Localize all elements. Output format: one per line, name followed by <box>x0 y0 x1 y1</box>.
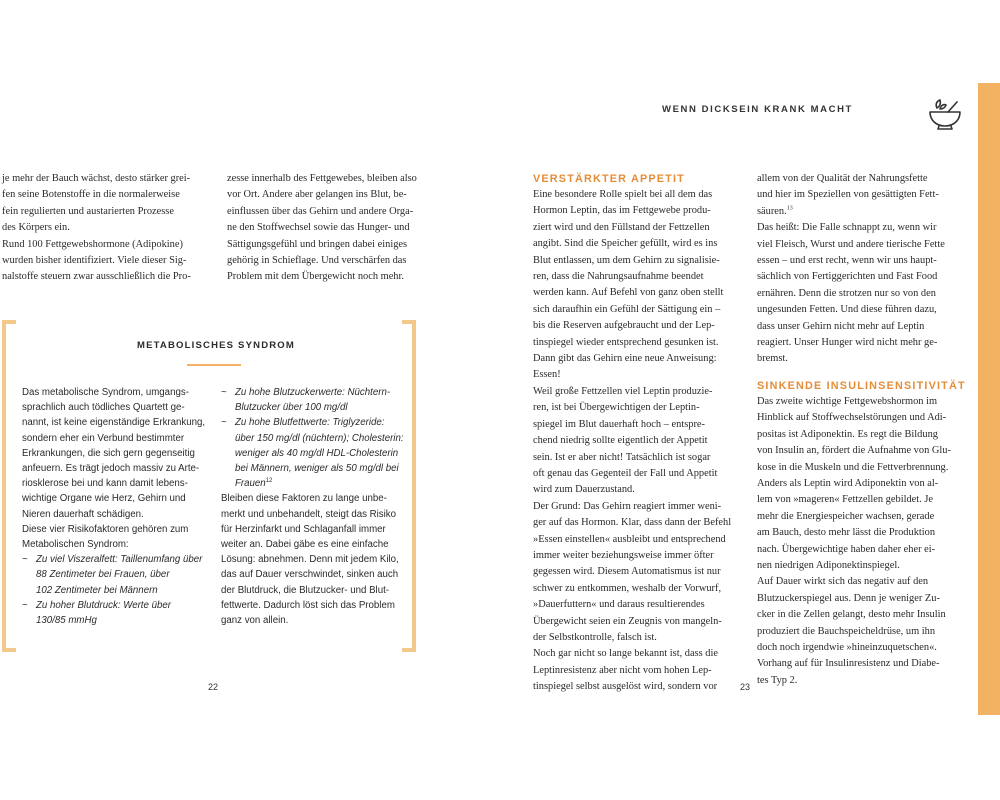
text-line: fein regulierten und austarierten Prozesse <box>2 205 174 217</box>
box-bullet-item <box>22 598 212 628</box>
section-heading-insulin: SINKENDE INSULINSENSITIVITÄT <box>757 379 966 392</box>
text-line: sprachlich auch tödliches Quartett ge- <box>22 402 185 414</box>
box-bullet-item <box>221 415 411 491</box>
text-line: Nieren dauerhaft schädigen. <box>22 508 144 520</box>
text-line: am Bauch, desto mehr lässt die Produktion <box>757 527 936 539</box>
text-line: Bleiben diese Faktoren zu lange unbe- <box>221 493 387 505</box>
bullet-line: Zu viel Viszeralfett: Taillenumfang über <box>36 554 203 566</box>
text-line: mehr die Energiespeicher wachsen, gerade <box>757 510 935 522</box>
text-line: der Blutdruck, die Blutzucker- und Blut- <box>221 584 389 596</box>
text-line: produziert die Bauchspeicheldrüse, um ihn <box>757 625 936 637</box>
left-page-column-2 <box>227 171 442 286</box>
running-header: WENN DICKSEIN KRANK MACHT <box>662 104 853 115</box>
bullet-line: Frauen <box>235 478 266 490</box>
text-line: nalstoffe steuern zwar ausschließlich die Pro- <box>2 271 191 283</box>
tilde-bullet-icon: ~ <box>22 599 28 611</box>
footnote-ref: 12 <box>265 477 273 484</box>
page-number-left: 22 <box>208 682 219 692</box>
text-line: Rund 100 Fettgewebshormone (Adipokine) <box>2 238 183 250</box>
text-line: ziert wird und den Füllstand der Fettzellen <box>533 221 710 233</box>
text-line: Sättigungsgefühl und bringen dabei einiges <box>227 238 408 250</box>
left-page-column-1 <box>2 171 202 286</box>
text-line: schwer zu entkommen, weshalb der Vorwurf, <box>533 582 722 594</box>
text-line: Das heißt: Die Falle schnappt zu, wenn wir <box>757 222 937 234</box>
text-line: Vorhang auf für Insulinresistenz und Diabe- <box>757 658 940 670</box>
text-line: wichtige Organe wie Herz, Gehirn und <box>22 493 186 505</box>
text-line: Eine besondere Rolle spielt bei all dem das <box>533 189 713 200</box>
text-line: riosklerose bei und kann damit lebens- <box>22 478 188 490</box>
bullet-line: Zu hohe Blutzuckerwerte: Nüchtern- <box>235 387 391 398</box>
text-line: tes Typ 2. <box>757 674 798 686</box>
text-line: Blutzuckerspiegel aus. Denn je weniger Zu- <box>757 592 940 604</box>
text-line: essen – und erst recht, wenn wir uns haupt- <box>757 255 937 267</box>
text-line: oft genau das Gegenteil der Fall und Appetit <box>533 467 718 479</box>
text-line: sich daraufhin ein Gefühl der Sättigung ein – <box>533 303 721 315</box>
text-line: sächlich von Fertiggerichten und Fast Food <box>757 271 938 283</box>
text-line: Blut entlassen, um dem Gehirn zu signalisie- <box>533 254 720 266</box>
text-line: fettwerte. Dadurch löst sich das Problem <box>221 599 395 611</box>
text-line: werden kann. Auf Befehl von ganz oben stellt <box>533 287 724 299</box>
text-line: einflussen über das Gehirn und andere Orga- <box>227 205 414 217</box>
text-line: weiter an. Dabei gäbe es eine einfache <box>221 539 389 551</box>
text-line: Das zweite wichtige Fettgewebshormon im <box>757 395 938 407</box>
text-line: merkt und unbehandelt, steigt das Risiko <box>221 508 397 520</box>
text-line: zesse innerhalb des Fettgewebes, bleiben also <box>227 173 417 184</box>
bullet-line: Zu hoher Blutdruck: Werte über <box>36 599 171 611</box>
text-line: sein. Ist er aber nicht! Tatsächlich ist sogar <box>533 451 711 463</box>
box-column-1 <box>22 385 212 628</box>
bullet-line: Blutzucker über 100 mg/dl <box>235 402 348 414</box>
bullet-line: bei Männern, weniger als 50 mg/dl bei <box>235 463 399 475</box>
text-line: doch noch irgendwie »hineinzuquetschen«. <box>757 641 937 653</box>
tilde-bullet-icon: ~ <box>221 417 227 429</box>
text-line: positas ist Adiponektin. Es regt die Bildung <box>757 428 938 440</box>
text-line: nen niedrigen Adiponektinspiegel. <box>757 559 900 571</box>
text-line: Essen! <box>533 369 561 381</box>
text-line: Leptinresistenz aber nicht vom hohen Lep- <box>533 664 712 676</box>
text-line: gegessen wird. Diesem Automatismus ist nur <box>533 566 721 578</box>
text-line: anfeuern. Es trägt jedoch massiv zu Arte- <box>22 463 200 475</box>
bullet-line: 130/85 mmHg <box>36 615 97 627</box>
text-line: immer weiter beziehungsweise immer öfter <box>533 549 714 561</box>
text-line: tinspiegel selbst ausgelöst wird, sondern vor <box>533 681 718 693</box>
text-line: ren, ist bei Übergewichtigen der Leptin- <box>533 402 700 414</box>
text-line: fen seine Botenstoffe in die normalerweise <box>2 189 180 201</box>
text-line: der Selbstkontrolle, falsch ist. <box>533 631 657 643</box>
tilde-bullet-icon: ~ <box>22 554 28 566</box>
tilde-bullet-icon: ~ <box>221 387 227 398</box>
box-column-2 <box>221 385 411 628</box>
text-line: viel Fleisch, Wurst und andere tierische Fette <box>757 238 945 250</box>
text-line: bis die Reserven aufgebraucht und der Lep- <box>533 320 715 332</box>
text-line: sondern eher ein Verbund bestimmter <box>22 432 185 444</box>
text-line: tinspiegel wieder entsprechend gesunken ist. <box>533 336 719 348</box>
text-line: »Essen einstellen« ausbleibt und entsprechend <box>533 533 726 545</box>
bullet-line: weniger als 40 mg/dl HDL-Cholesterin <box>235 447 399 459</box>
text-line: von Insulin an, fördert die Aufnahme von Glu- <box>757 445 951 457</box>
box-title: METABOLISCHES SYNDROM <box>136 340 296 351</box>
text-line: ernähren. Denn die strotzen nur so von den <box>757 287 936 299</box>
text-line: Hormon Leptin, das im Fettgewebe produ- <box>533 205 711 217</box>
text-line: Hinblick auf Stoffwechselstörungen und Adi- <box>757 412 947 424</box>
box-bullet-item <box>22 552 212 598</box>
text-line: Erkrankungen, die sich gern gegenseitig <box>22 447 195 459</box>
text-line: Anders als Leptin wird Adiponektin von al- <box>757 477 939 489</box>
bullet-line: über 150 mg/dl (nüchtern); Cholesterin: <box>235 432 404 444</box>
section-heading-appetit: VERSTÄRKTER APPETIT <box>533 173 685 185</box>
text-line: ganz von allein. <box>221 615 289 627</box>
text-line: Das metabolische Syndrom, umgangs- <box>22 387 189 398</box>
text-line: reagiert. Unser Hunger wird nicht mehr ge- <box>757 337 938 349</box>
text-line: ne den Stoffwechsel sowie das Hunger- und <box>227 222 410 234</box>
text-line: chend niedrig sollte eigentlich der Appetit <box>533 435 708 447</box>
page-number-right: 23 <box>740 682 751 692</box>
text-line: Der Grund: Das Gehirn reagiert immer weni- <box>533 500 722 512</box>
footnote-ref: 13 <box>786 205 793 212</box>
box-bullet-item <box>221 385 411 415</box>
text-line: Diese vier Risikofaktoren gehören zum <box>22 523 189 535</box>
text-line: Weil große Fettzellen viel Leptin produzie- <box>533 385 713 397</box>
text-line: je mehr der Bauch wächst, desto stärker grei- <box>2 173 191 184</box>
right-page-column-1 <box>533 171 743 696</box>
text-line: Lösung: abnehmen. Denn mit jedem Kilo, <box>221 554 399 566</box>
text-line: gehörig in Schieflage. Und verschärfen das <box>227 255 407 267</box>
text-line: für Herzinfarkt und Schlaganfall immer <box>221 523 386 535</box>
text-line: und hier im Speziellen von gesättigten Fett- <box>757 189 939 201</box>
text-line: Problem mit dem Übergewicht noch mehr. <box>227 271 404 283</box>
text-line: kose in die Muskeln und die Fettverbrennung. <box>757 461 949 473</box>
text-line: angibt. Sind die Speicher gefüllt, wird es ins <box>533 238 718 250</box>
text-line: ger auf das Hormon. Klar, dass dann der Befehl <box>533 517 732 529</box>
text-line: cker in die Zellen gelangt, desto mehr Insulin <box>757 609 946 621</box>
text-line: Übergewicht seien ein Zeugnis von mangeln- <box>533 615 722 627</box>
text-line: nach. Übergewichtige haben daher eher ei- <box>757 543 936 555</box>
text-line: lem von »mageren« Fettzellen gebildet. Je <box>757 494 934 506</box>
right-page-column-2 <box>757 171 972 689</box>
text-line: dass unser Gehirn nicht mehr auf Leptin <box>757 320 925 332</box>
page-edge-accent-bar <box>978 83 1000 715</box>
text-line: spiegel im Blut dauerhaft hoch – entspre- <box>533 418 705 430</box>
box-title-underline <box>187 364 241 366</box>
text-line: wird zum Dauerzustand. <box>533 484 635 496</box>
text-line: vor Ort. Andere aber gelangen ins Blut, be- <box>227 189 407 201</box>
text-line: Noch gar nicht so lange bekannt ist, dass die <box>533 648 718 660</box>
bullet-line: 102 Zentimeter bei Männern <box>36 584 158 596</box>
bullet-line: 88 Zentimeter bei Frauen, über <box>36 569 170 581</box>
text-line: Dann gibt das Gehirn eine neue Anweisung: <box>533 353 717 365</box>
text-line: säuren.$^{13}$ <box>757 205 793 217</box>
text-line: bremst. <box>757 353 788 365</box>
text-line: ren, dass die Nahrungsaufnahme beendet <box>533 271 704 283</box>
text-line: Metabolischen Syndrom: <box>22 539 129 551</box>
mortar-and-pestle-icon <box>926 96 964 135</box>
text-line: nannt, ist keine eigenständige Erkrankung, <box>22 417 206 429</box>
text-line: des Körpers ein. <box>2 222 70 234</box>
text-line: Auf Dauer wirkt sich das negativ auf den <box>757 576 929 588</box>
text-line: ungesunden Fetten. Und diese führen dazu, <box>757 304 937 316</box>
text-line: allem von der Qualität der Nahrungsfette <box>757 173 928 184</box>
text-line: wurden bisher identifiziert. Viele dieser Sig- <box>2 255 187 267</box>
bullet-line: Zu hohe Blutfettwerte: Triglyzeride: <box>235 417 385 429</box>
box-bracket-left <box>2 320 16 652</box>
text-line: das auf Dauer verschwindet, sinken auch <box>221 569 399 581</box>
text-line: »Dauerfuttern« und daraus resultierendes <box>533 599 705 611</box>
